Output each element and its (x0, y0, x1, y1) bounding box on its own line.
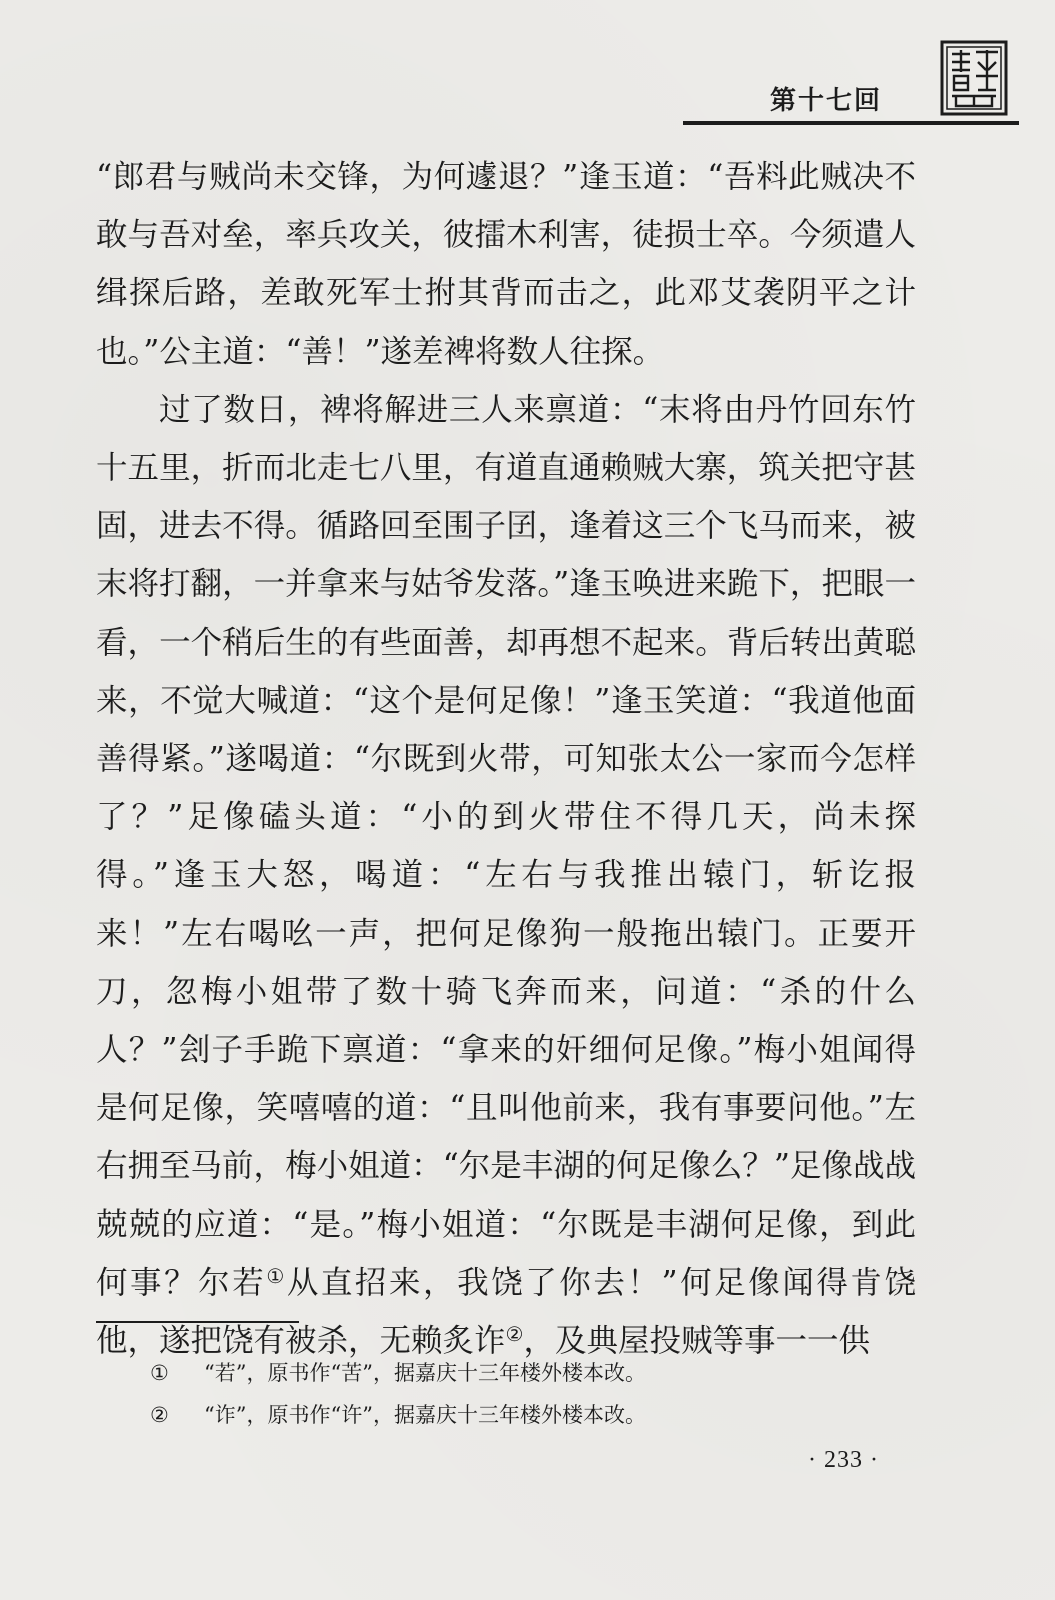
page-number: · 233 · (808, 1447, 879, 1473)
header-rule (683, 121, 1019, 125)
footnotes (150, 1352, 910, 1436)
paragraph-1 (96, 148, 916, 381)
seal-stamp-icon (940, 40, 1008, 116)
footnote-1 (150, 1352, 910, 1394)
footnote-2-mark: ② (150, 1403, 169, 1427)
footnote-2 (150, 1394, 910, 1436)
paragraph-2-text-part-2: 从直招来，我饶了你去！”何足像闻得肯饶他，遂把饶有被杀，无赖炙诈 (96, 1264, 916, 1360)
chapter-title: 第十七回 (770, 86, 883, 116)
footnote-1-text: “若”，原书作“苦”，据嘉庆十三年楼外楼本改。 (204, 1361, 646, 1385)
paragraph-2 (96, 381, 916, 1370)
paragraph-1-text: “郎君与贼尚未交锋，为何遽退？”逢玉道：“吾料此贼决不敢与吾对垒，率兵攻关，彼擂木利害，徒损士卒。今须遣人缉探后路，差敢死军士拊其背而击之，此邓艾袭阴平之计也。”公主道：“善！”遂差裨将数人往探。 (96, 159, 916, 370)
footnote-2-text: “诈”，原书作“许”，据嘉庆十三年楼外楼本改。 (204, 1403, 646, 1427)
footnote-ref-2[interactable]: ② (505, 1322, 524, 1347)
main-text (96, 148, 916, 1370)
footnote-divider (96, 1321, 299, 1323)
paragraph-2-text-part-1: 过了数日，裨将解进三人来禀道：“末将由丹竹回东竹十五里，折而北走七八里，有道直通赖贼大寨，筑关把守甚固，进去不得。循路回至围子囝，逢着这三个飞马而来，被末将打翻，一并拿来与姑爷发落。”逢玉唤进来跪下，把眼一看，一个稍后生的有些面善，却再想不起来。背后转出黄聪来，不觉大喊道：“这个是何足像！”逢玉笑道：“我道他面善得紧。”遂喝道：“尔既到火带，可知张太公一家而今怎样了？”足像磕头道：“小的到火带住不得几天，尚未探得。”逢玉大怒，喝道：“左右与我推出辕门，斩讫报来！”左右喝吆一声，把何足像狗一般拖出辕门。正要开刀，忽梅小姐带了数十骑飞奔而来，问道：“杀的什么人？”刽子手跪下禀道：“拿来的奸细何足像。”梅小姐闻得是何足像，笑嘻嘻的道：“且叫他前来，我有事要问他。”左右拥至马前，梅小姐道：“尔是丰湖的何足像么？”足像战战兢兢的应道：“是。”梅小姐道：“尔既是丰湖何足像，到此何事？尔若 (96, 391, 916, 1301)
footnote-ref-1[interactable]: ① (266, 1263, 287, 1288)
footnote-1-mark: ① (150, 1361, 169, 1385)
paragraph-2-text-part-3: ，及典屋投贼等事一一供 (523, 1323, 870, 1360)
